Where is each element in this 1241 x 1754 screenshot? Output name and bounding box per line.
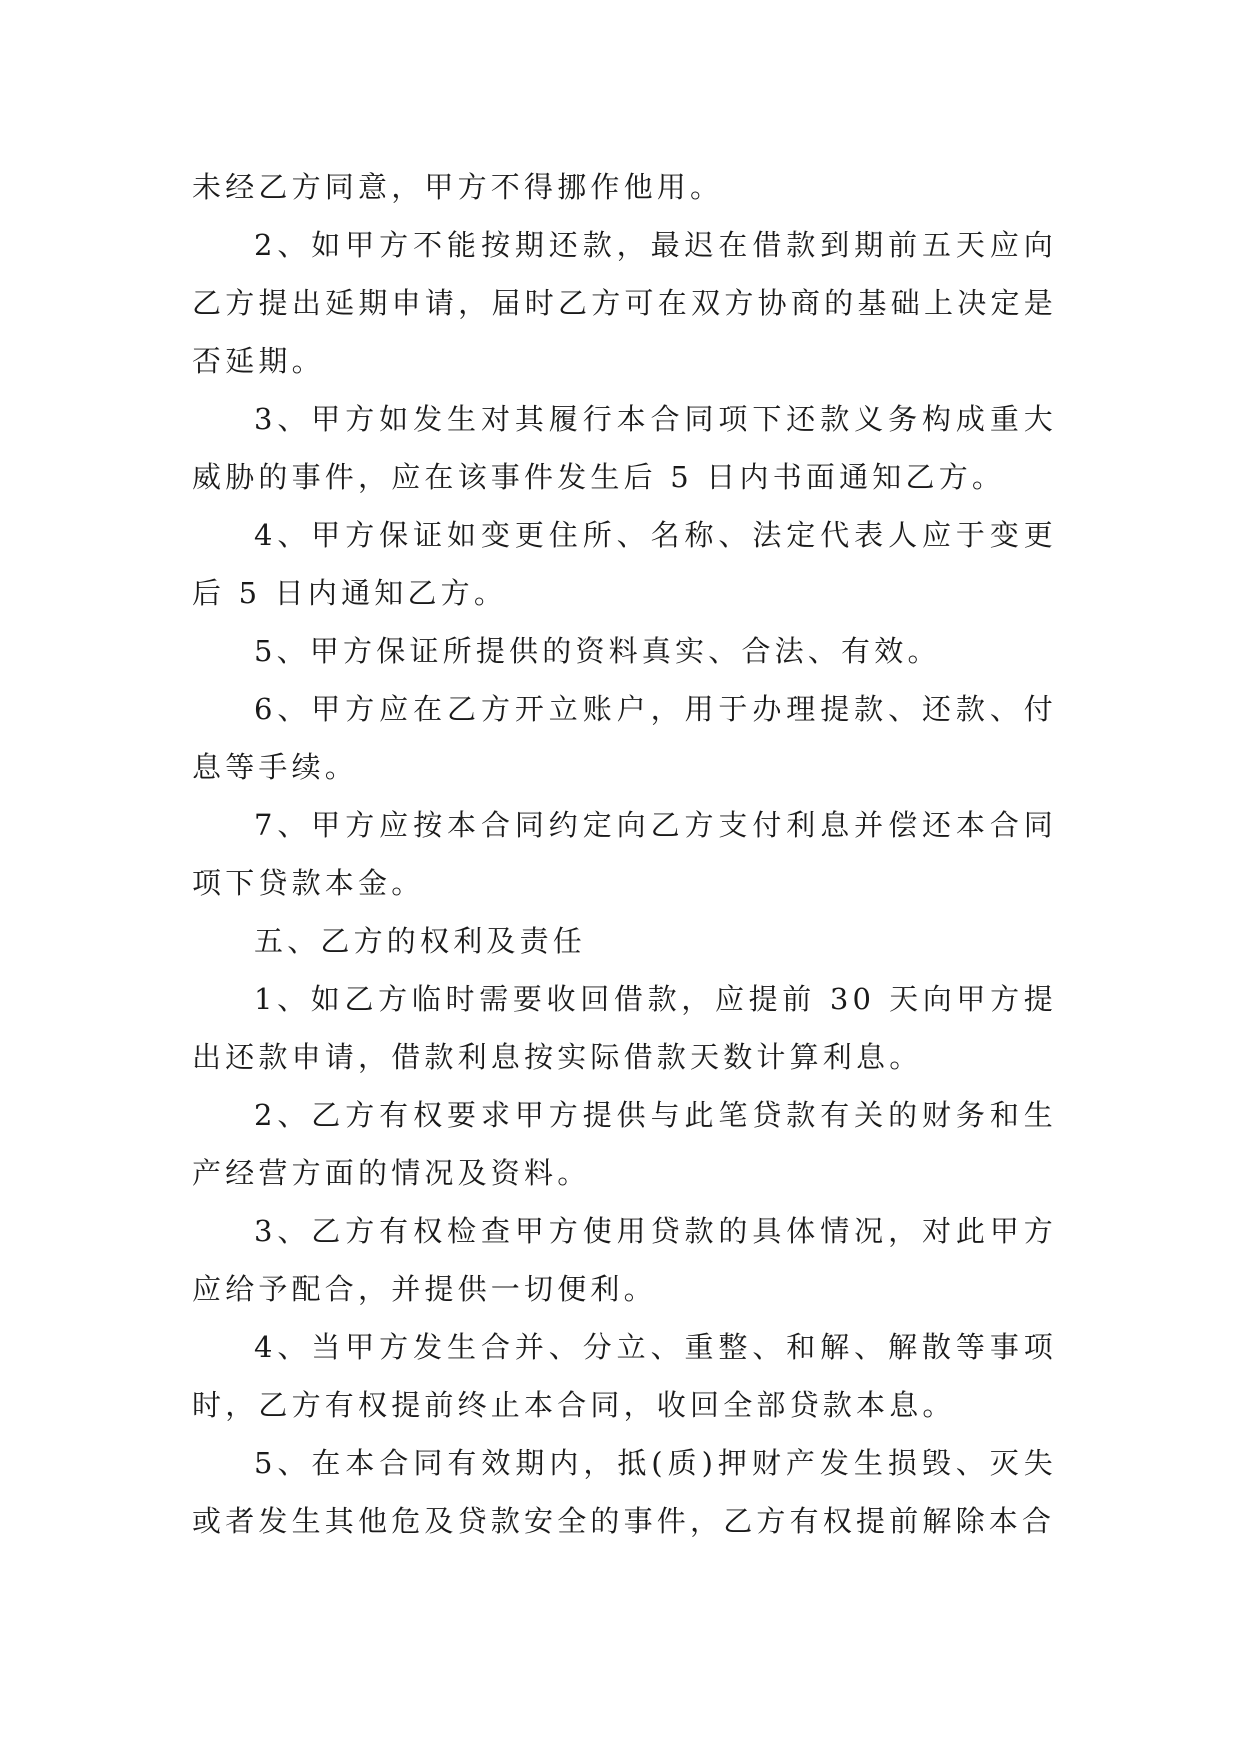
paragraph-clause-4-2: 2、如甲方不能按期还款，最迟在借款到期前五天应向乙方提出延期申请，届时乙方可在双方协商的基础上决定是否延期。 — [192, 228, 1057, 378]
paragraph-clause-5-2: 2、乙方有权要求甲方提供与此笔贷款有关的财务和生产经营方面的情况及资料。 — [192, 1098, 1057, 1190]
paragraph-clause-4-5: 5、甲方保证所提供的资料真实、合法、有效。 — [254, 634, 941, 668]
paragraph-clause-4-3: 3、甲方如发生对其履行本合同项下还款义务构成重大威胁的事件，应在该事件发生后 5 日内书面通知乙方。 — [192, 402, 1057, 494]
paragraph-clause-5-1: 1、如乙方临时需要收回借款，应提前 30 天向甲方提出还款申请，借款利息按实际借款天数计算利息。 — [192, 982, 1057, 1074]
paragraph-clause-5-5: 5、在本合同有效期内，抵(质)押财产发生损毁、灭失或者发生其他危及贷款安全的事件，乙方有权提前解除本合 — [192, 1446, 1057, 1538]
paragraph-clause-5-3: 3、乙方有权检查甲方使用贷款的具体情况，对此甲方应给予配合，并提供一切便利。 — [192, 1214, 1057, 1306]
paragraph-clause-4-7: 7、甲方应按本合同约定向乙方支付利息并偿还本合同项下贷款本金。 — [192, 808, 1057, 900]
document-body — [192, 158, 1057, 1550]
paragraph-clause-4-4: 4、甲方保证如变更住所、名称、法定代表人应于变更后 5 日内通知乙方。 — [192, 518, 1057, 610]
paragraph-clause-4-6: 6、甲方应在乙方开立账户，用于办理提款、还款、付息等手续。 — [192, 692, 1057, 784]
paragraph-clause-5-4: 4、当甲方发生合并、分立、重整、和解、解散等事项时，乙方有权提前终止本合同，收回全部贷款本息。 — [192, 1330, 1057, 1422]
section-heading-5: 五、乙方的权利及责任 — [254, 924, 587, 958]
paragraph-continuation: 未经乙方同意，甲方不得挪作他用。 — [192, 170, 724, 204]
